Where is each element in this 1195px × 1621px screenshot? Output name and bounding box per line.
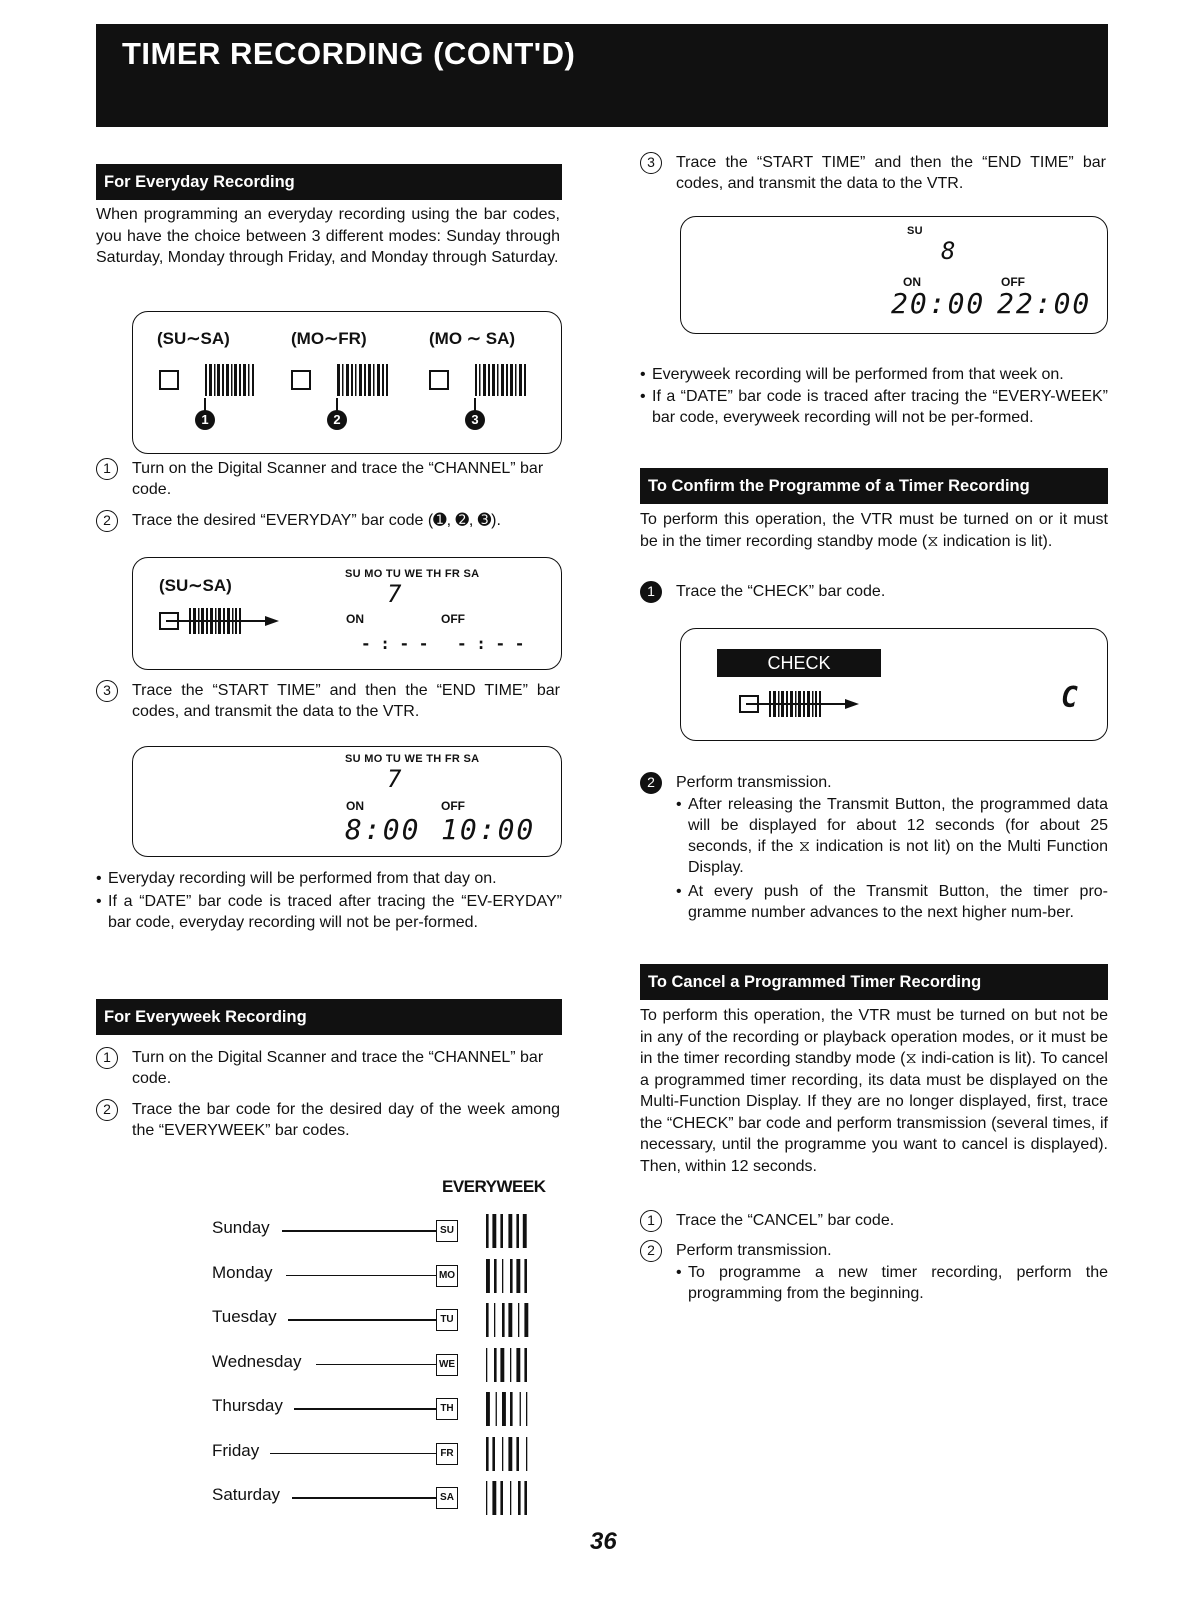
day-label: Tuesday [212,1307,277,1326]
bullet-text: After releasing the Transmit Button, the programmed data will be displayed for about 12 seconds (for about 25 seconds, if the ⧖ indication is not lit) on the Multi Function Display. [688,796,1108,876]
everyweek-table-title: EVERYWEEK [442,1177,546,1196]
check-display-value: C [1061,681,1080,714]
everyweek-display [680,216,1108,334]
barcode-icon [337,364,389,396]
day-tag: FR [436,1443,458,1465]
bullet-text: Everyday recording will be performed from that day on. [108,870,497,887]
everyday-bullet-1 [96,868,562,890]
display-mode: (SU∼SA) [159,576,232,595]
leader-line [292,1497,436,1499]
day-indicator: SU [907,225,923,237]
on-label: ON [346,799,364,813]
bullet-icon: • [96,870,102,887]
off-time-display: - : - - [457,634,525,653]
cancel-step-2 [640,1240,1108,1264]
confirm-bullet-1 [676,794,1108,880]
barcode-icon [205,364,257,396]
step-text: Turn on the Digital Scanner and trace the “CHANNEL” bar code. [132,1049,544,1087]
marker-1: 1 [195,410,215,430]
everyweek-step-2 [96,1099,562,1143]
bullet-icon: • [676,1264,682,1281]
confirm-step-2 [640,772,1108,796]
step-text: Turn on the Digital Scanner and trace the “CHANNEL” bar code. [132,460,544,498]
barcode-icon [486,1392,538,1426]
bullet-text: If a “DATE” bar code is traced after tracing the “EV-ERYDAY” bar code, everyday recording will not be per-formed. [108,893,562,931]
everyweek-step-1 [96,1047,562,1091]
step-text: Trace the bar code for the desired day of the week among the “EVERYWEEK” bar codes. [132,1101,560,1139]
on-label: ON [903,275,921,289]
mode-label: (SU∼SA) [157,329,230,348]
step-number: 2 [96,1099,118,1121]
marker-2: 2 [327,410,347,430]
everyday-display-1 [132,557,562,670]
everyweek-heading: For Everyweek Recording [96,999,562,1035]
bullet-icon: • [96,893,102,910]
everyday-display-2 [132,746,562,857]
step-number: 1 [96,1047,118,1069]
day-label: Sunday [212,1218,270,1237]
cancel-heading: To Cancel a Programmed Timer Recording [640,964,1108,1000]
bullet-text: To programme a new timer recording, perform the programming from the beginning. [688,1264,1108,1302]
everyday-modes-box [132,311,562,454]
mode-label: (MO ∼ SA) [429,329,516,348]
barcode-icon [486,1348,538,1382]
leader-line [294,1408,436,1410]
day-label: Monday [212,1262,273,1282]
confirm-intro: To perform this operation, the VTR must be turned on or it must be in the timer recording standby mode (⧖ indication is lit). [640,511,1108,550]
page-number: 36 [590,1528,617,1555]
checkbox-icon [291,370,311,390]
cancel-intro: To perform this operation, the VTR must be turned on but not be in any of the recording or playback operation modes, or it must be in the timer recording standby mode (⧖ indi-cation is lit). To cancel a programmed timer recording, its data must be displayed on the Multi-Function Display. If they are no longer displayed, first, trace the “CHECK” bar code and perform transmission (several times, if necessary, until the programme you want to cancel is displayed). Then, within 12 seconds. [640,1007,1108,1175]
bullet-icon: • [640,388,646,405]
step-number: 2 [640,772,662,794]
step-number: 2 [96,510,118,532]
check-display [680,628,1108,741]
bullet-text: At every push of the Transmit Button, the timer pro-gramme number advances to the next higher num-ber. [688,883,1108,921]
day-tag: SA [436,1487,458,1509]
checkbox-icon [429,370,449,390]
check-badge: CHECK [717,649,881,677]
confirm-step-1 [640,581,1108,605]
mode-label: (MO∼FR) [291,329,367,348]
step-text: Trace the desired “EVERYDAY” bar code (➊, ➋, ➌). [132,512,501,529]
confirm-heading: To Confirm the Programme of a Timer Recording [640,468,1108,504]
barcode-icon [475,364,527,396]
everyday-heading: For Everyday Recording [96,164,562,200]
channel-display: 7 [387,580,404,608]
day-tag: TU [436,1309,458,1331]
day-label: Saturday [212,1485,281,1504]
step-number: 3 [96,680,118,702]
off-time-display: 22:00 [997,287,1092,320]
channel-display: 8 [941,237,958,265]
on-time-display: 8:00 [345,813,421,846]
everyday-intro: When programming an everyday recording using the bar codes, you have the choice between 3 different modes: Sunday through Saturday, Monday through Friday, and Monday through Saturday. [96,206,560,266]
step-number: 1 [640,1210,662,1232]
step-number: 3 [640,152,662,174]
barcode-icon [486,1303,538,1337]
marker-3: 3 [465,410,485,430]
barcode-icon [486,1437,538,1471]
step-text: Perform transmission. [676,774,832,791]
off-label: OFF [441,799,465,813]
cancel-bullet [676,1262,1108,1306]
day-label: Thursday [212,1396,283,1415]
barcode-icon [486,1259,538,1293]
everyday-step-1 [96,458,562,502]
everyday-bullet-2 [96,891,562,957]
bullet-icon: • [676,883,682,900]
step-text: Trace the “START TIME” and then the “END TIME” bar codes, and transmit the data to the VTR. [676,154,1106,192]
everyday-step-3 [96,680,562,724]
step-number: 1 [640,581,662,603]
day-tag: SU [436,1220,458,1242]
day-indicators: SU MO TU WE TH FR SA [345,568,480,580]
barcode-icon [486,1214,538,1248]
leader-line [270,1453,436,1455]
checkbox-icon [159,370,179,390]
off-label: OFF [1001,275,1025,289]
step-number: 2 [640,1240,662,1262]
page-title: TIMER RECORDING (CONT'D) [122,36,576,71]
step-text: Trace the “START TIME” and then the “END TIME” bar codes, and transmit the data to the VTR. [132,682,560,720]
everyday-step-2 [96,510,562,534]
leader-line [282,1230,436,1232]
day-tag: MO [436,1265,458,1287]
bullet-text: Everyweek recording will be performed from that week on. [652,366,1064,383]
confirm-bullet-2 [676,881,1108,947]
on-label: ON [346,612,364,626]
day-tag: WE [436,1354,458,1376]
bullet-icon: • [676,796,682,813]
leader-line [286,1275,436,1277]
scanner-icon [739,691,861,717]
step-text: Trace the “CHECK” bar code. [676,583,886,600]
on-time-display: - : - - [361,634,429,653]
day-label: Wednesday [212,1351,302,1371]
everyweek-bullet-2 [640,386,1108,452]
title-bar [96,24,1108,127]
day-tag: TH [436,1398,458,1420]
cancel-step-1 [640,1210,1108,1234]
barcode-icon [486,1481,538,1515]
everyweek-bullet-1 [640,364,1108,386]
off-label: OFF [441,612,465,626]
leader-line [316,1364,436,1366]
leader-line [288,1319,436,1321]
day-label: Friday [212,1440,260,1460]
on-time-display: 20:00 [891,287,986,320]
bullet-icon: • [640,366,646,383]
day-indicators: SU MO TU WE TH FR SA [345,753,480,765]
everyweek-step-3 [640,152,1108,196]
channel-display: 7 [387,765,404,793]
step-number: 1 [96,458,118,480]
off-time-display: 10:00 [441,813,536,846]
bullet-text: If a “DATE” bar code is traced after tracing the “EVERY-WEEK” bar code, everyweek recording will not be per-formed. [652,388,1108,426]
step-text: Perform transmission. [676,1242,832,1259]
step-text: Trace the “CANCEL” bar code. [676,1212,895,1229]
scanner-icon [159,608,281,634]
